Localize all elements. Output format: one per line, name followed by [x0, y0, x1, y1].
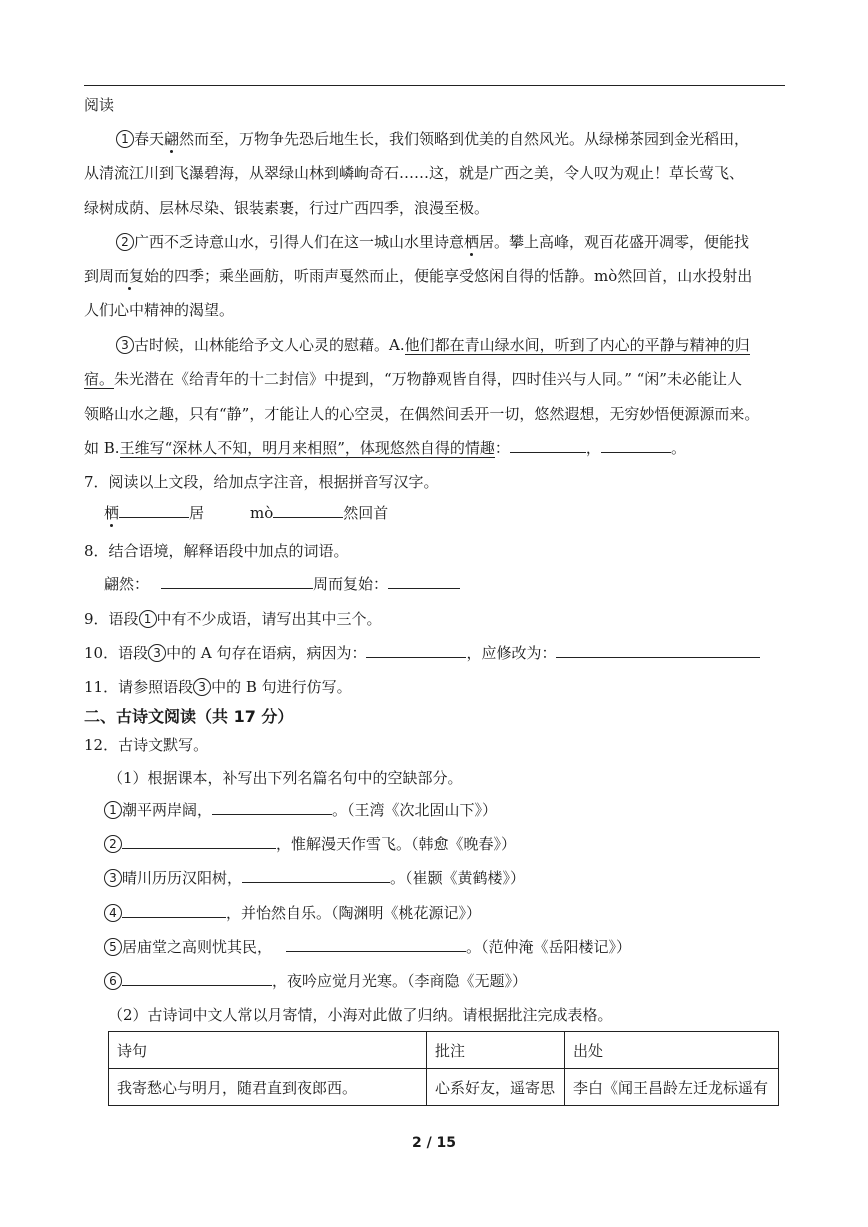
- pinyin-blank[interactable]: [119, 503, 189, 518]
- question-8: 8．结合语境，解释语段中加点的词语。: [84, 542, 349, 560]
- fill-line-2: 2 ，惟解漫天作雪飞。（韩愈《晚春》）: [104, 834, 516, 854]
- para2-line2: 到周而复始的四季；乘坐画舫，听雨声戛然而止，便能享受悠闲自得的恬静。mò然回首，山水投射出: [84, 267, 753, 285]
- answer-blank[interactable]: [366, 643, 466, 658]
- header-rule: [84, 85, 785, 86]
- question-10: 10．语段 3 中的 A 句存在语病，病因为： ，应修改为：: [84, 643, 760, 663]
- table-header-row: [109, 1032, 779, 1069]
- sentence-a-underlined: 他们都在青山绿水间，听到了内心的平静与精神的归: [404, 336, 750, 354]
- question-7: 7．阅读以上文段，给加点字注音，根据拼音写汉字。: [84, 473, 439, 491]
- dotted-char: 栖: [464, 233, 480, 251]
- para-number-2: 2: [116, 233, 134, 251]
- question-11: 11．请参照语段 3 中的 B 句进行仿写。: [84, 678, 352, 696]
- para2-line1: 2 广西不乏诗意山水，引得人们在这一城山水里诗意栖居。攀上高峰，观百花盛开凋零，便能找: [116, 232, 749, 252]
- para1-line2: 从清流江川到飞瀑碧海，从翠绿山林到嶙峋奇石……这，就是广西之美，令人叹为观止！草长莺飞、: [84, 164, 745, 182]
- poem-blank[interactable]: [286, 937, 466, 952]
- moon-poetry-table: [108, 1031, 779, 1106]
- para3-line3: 领略山水之趣，只有“静”，才能让人的心空灵，在偶然间丢开一切，悠然遐想，无穷妙悟便源源而来。: [84, 405, 760, 423]
- para-number-1: 1: [116, 130, 134, 148]
- poem-blank[interactable]: [122, 903, 226, 918]
- dotted-word: 周而复始: [99, 267, 160, 285]
- para1-line3: 绿树成荫、层林尽染、银装素裹，行过广西四季，浪漫至极。: [84, 199, 490, 217]
- para3-line1: 3 古时候，山林能给予文人心灵的慰藉。A.他们都在青山绿水间，听到了内心的平静与精神的归: [116, 335, 750, 355]
- fill-line-6: 6 ，夜吟应觉月光寒。（李商隐《无题》）: [104, 971, 527, 991]
- reading-heading: 阅读: [84, 96, 115, 114]
- sentence-a-underlined: 宿。: [84, 370, 115, 388]
- page-number: 2 / 15: [411, 1135, 457, 1151]
- para-number-3: 3: [116, 336, 134, 354]
- para3-line4: 如 B.王维写“深林人不知，明月来相照”，体现悠然自得的情趣： ， 。: [84, 439, 686, 457]
- para3-line2: 宿。朱光潜在《给青年的十二封信》中提到，“万物静观皆自得，四时佳兴与人同。” “闲”未必能让人: [84, 370, 742, 388]
- answer-blank[interactable]: [601, 438, 671, 453]
- poem-blank[interactable]: [212, 800, 332, 815]
- question-8-blanks: 翩然： 周而复始：: [104, 574, 460, 594]
- fill-line-3: 3 晴川历历汉阳树， 。（崔颢《黄鹤楼》）: [104, 868, 525, 888]
- table-header-cell: 诗句: [109, 1032, 427, 1069]
- definition-blank[interactable]: [388, 574, 460, 589]
- hanzi-blank[interactable]: [273, 503, 343, 518]
- sentence-b-underlined: 王维写“深林人不知，明月来相照”，体现悠然自得的情趣: [119, 439, 495, 457]
- fill-line-4: 4 ，并怡然自乐。（陶渊明《桃花源记》）: [104, 903, 481, 923]
- para2-line3: 人们心中精神的渴望。: [84, 301, 235, 319]
- question-9: 9．语段 1 中有不少成语，请写出其中三个。: [84, 610, 382, 628]
- fill-line-1: 1 潮平两岸阔， 。（王湾《次北固山下》）: [104, 800, 497, 820]
- table-header-cell: 出处: [565, 1032, 779, 1069]
- answer-blank[interactable]: [556, 643, 760, 658]
- table-cell: 我寄愁心与明月，随君直到夜郎西。: [109, 1069, 427, 1106]
- section-2-heading: 二、古诗文阅读（共 17 分）: [84, 707, 294, 726]
- answer-blank[interactable]: [510, 438, 586, 453]
- table-cell: 心系好友，遥寄思: [427, 1069, 565, 1106]
- fill-line-5: 5 居庙堂之高则忧其民， 。（范仲淹《岳阳楼记》）: [104, 937, 631, 957]
- dotted-char: 栖: [104, 504, 120, 522]
- dotted-char: 翩: [164, 130, 180, 148]
- table-row: [109, 1069, 779, 1106]
- question-12-part2: （2）古诗词中文人常以月寄情，小海对此做了归纳。请根据批注完成表格。: [108, 1006, 613, 1024]
- table-header-cell: 批注: [427, 1032, 565, 1069]
- poem-blank[interactable]: [242, 868, 390, 883]
- table-cell: 李白《闻王昌龄左迁龙标遥有: [565, 1069, 779, 1106]
- poem-blank[interactable]: [122, 971, 272, 986]
- question-12-part1: （1）根据课本，补写出下列名篇名句中的空缺部分。: [108, 769, 463, 787]
- para1-line1: 1 春天翩然而至，万物争先恐后地生长，我们领略到优美的自然风光。从绿梯茶园到金光稻田，: [116, 129, 749, 149]
- question-12: 12．古诗文默写。: [84, 736, 209, 754]
- poem-blank[interactable]: [122, 834, 276, 849]
- definition-blank[interactable]: [161, 574, 313, 589]
- question-7-blanks: 栖 居 mò 然回首: [104, 504, 389, 522]
